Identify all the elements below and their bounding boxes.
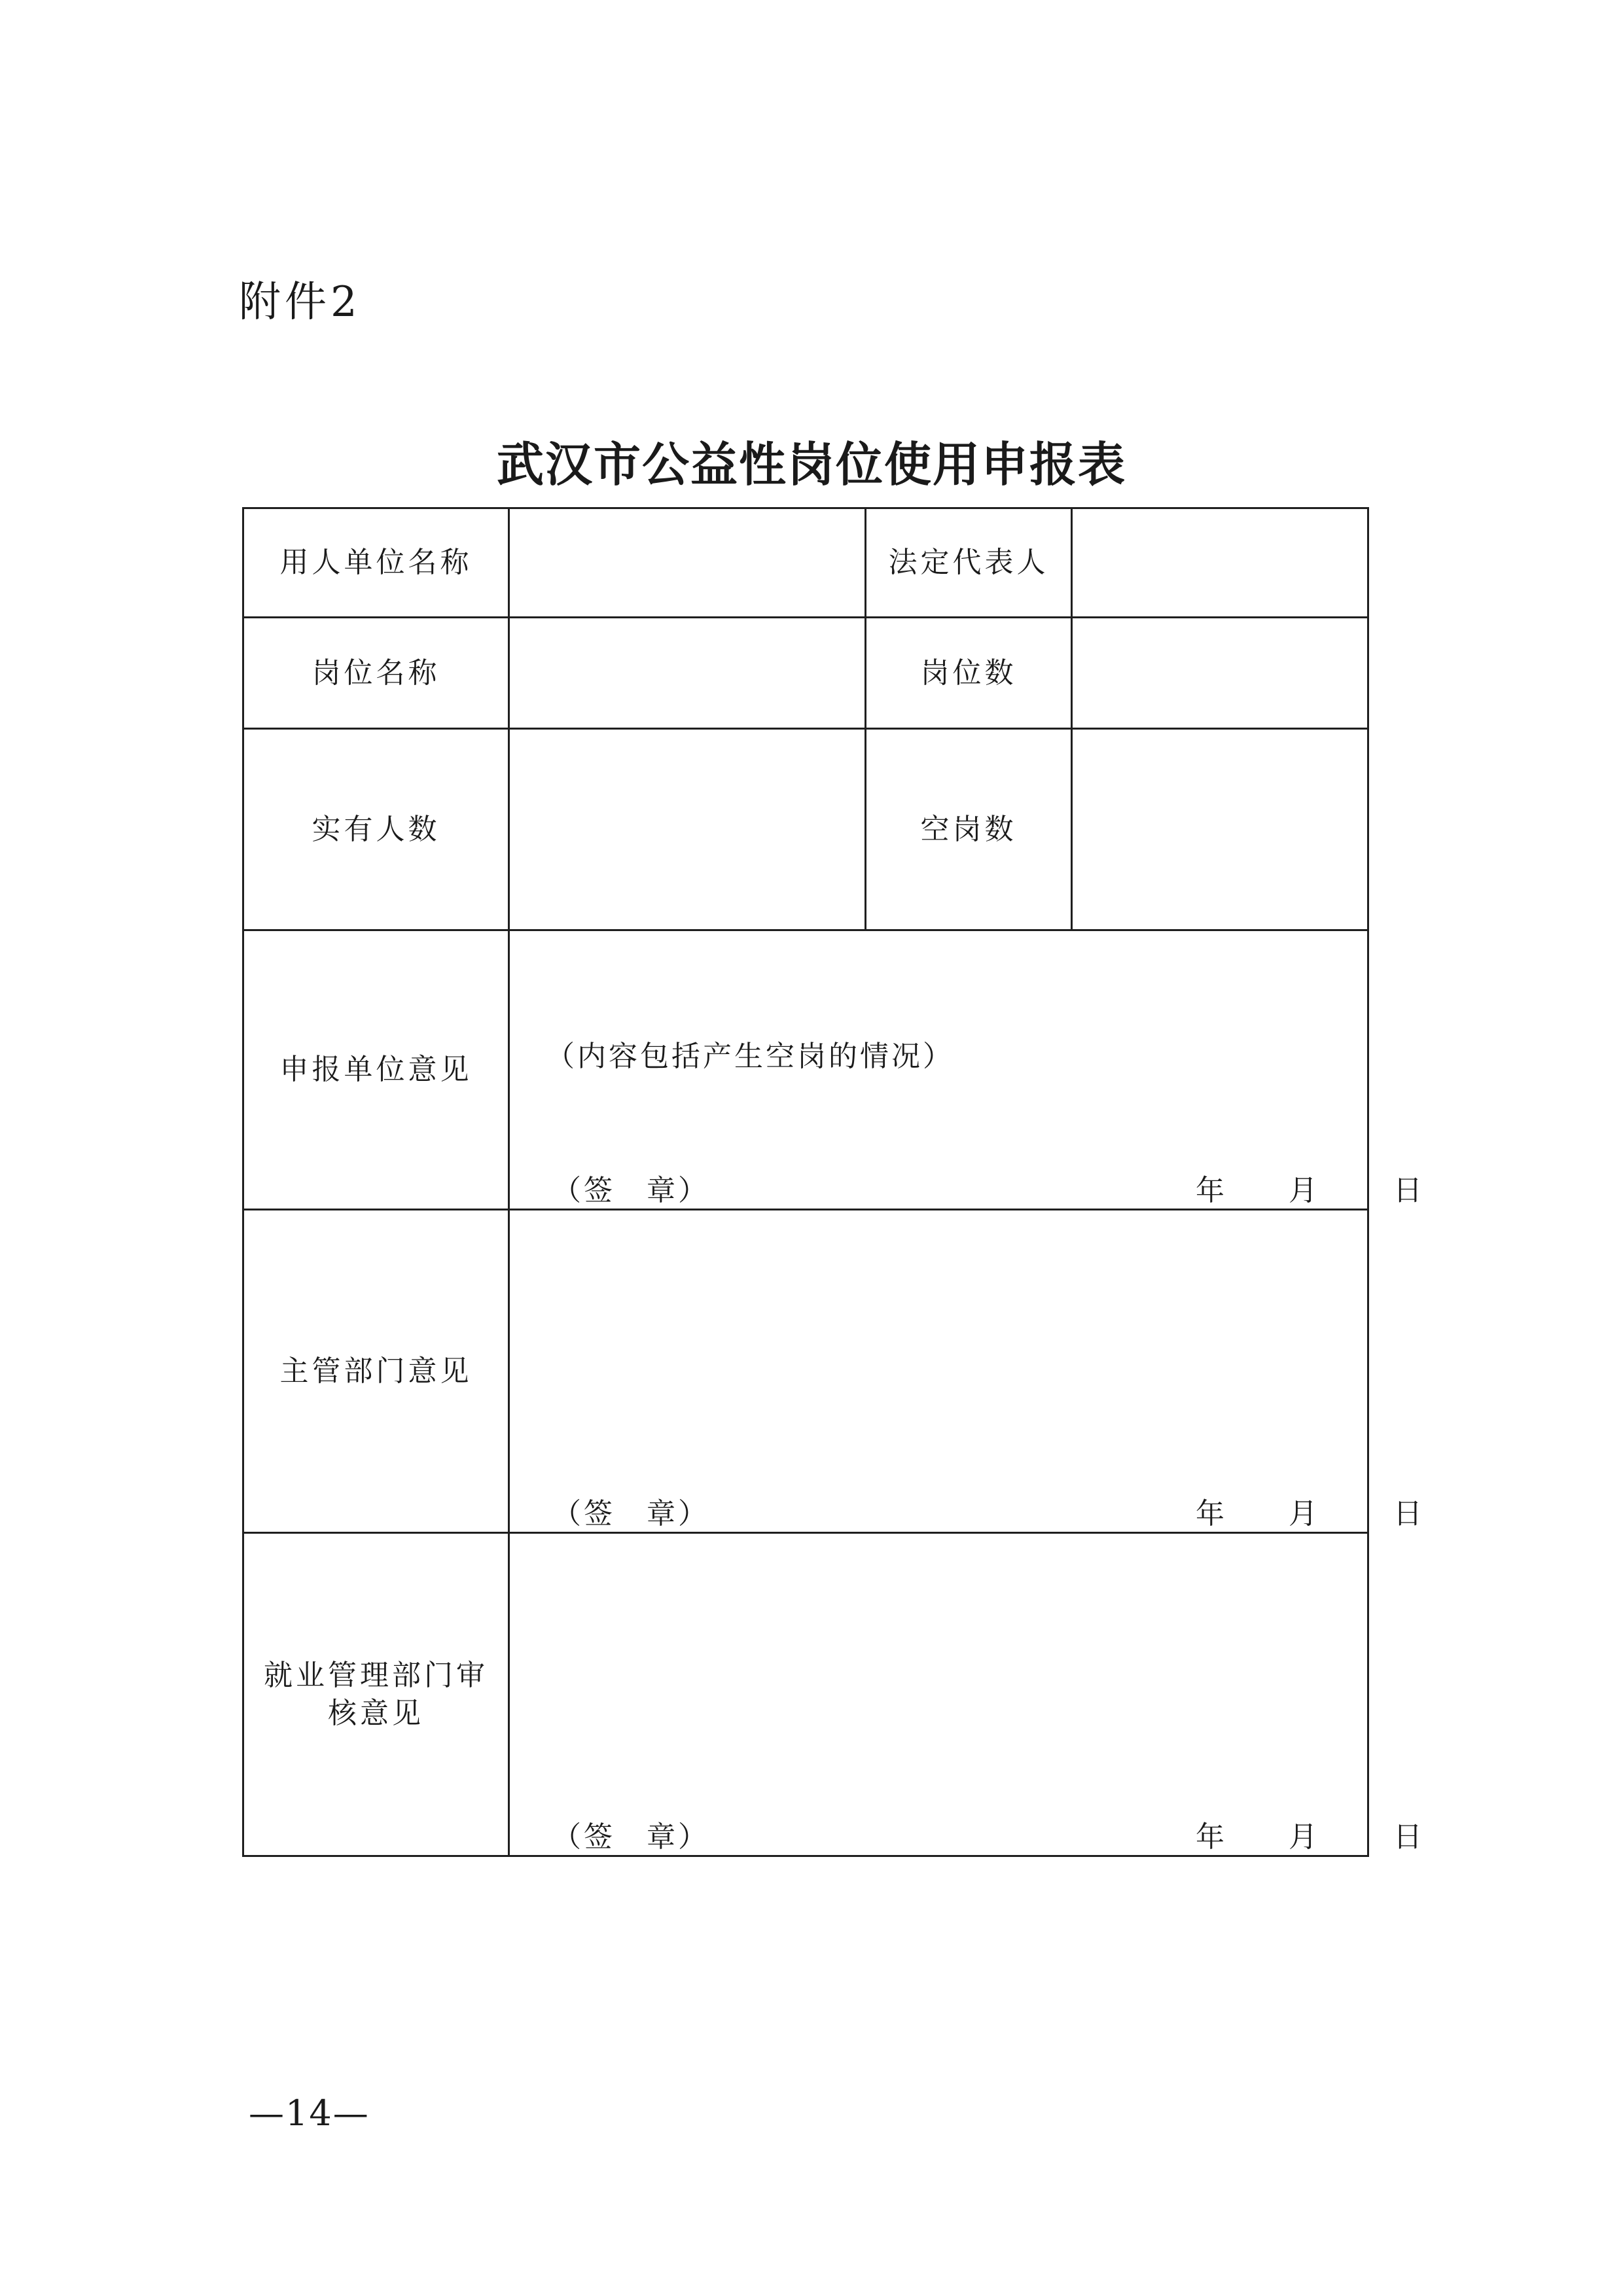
seal-label: （签 章） [552,1174,709,1207]
date-day-label: 日 [1393,1174,1422,1207]
actual-staff-label: 实有人数 [243,729,509,930]
date-year-label: 年 [1196,1174,1224,1207]
legal-rep-field[interactable] [1072,508,1368,618]
form-title: 武汉市公益性岗位使用申报表 [496,437,1126,492]
applicant-opinion-field[interactable] [509,930,1422,1210]
application-form-table [242,507,1422,1857]
vacant-posts-field[interactable] [1072,729,1368,930]
form-row-supervisor-opinion [243,1210,1368,1533]
date-month-label: 月 [1289,1820,1317,1854]
legal-rep-label: 法定代表人 [866,508,1072,618]
applicant-opinion-hint: （内容包括产生空岗的情况） [546,1040,954,1073]
seal-label: （签 章） [552,1497,709,1530]
post-count-label: 岗位数 [866,618,1072,729]
vacant-posts-label: 空岗数 [866,729,1072,930]
date-year-label: 年 [1196,1820,1224,1854]
actual-staff-field[interactable] [509,729,866,930]
seal-label: （签 章） [552,1820,709,1854]
supervisor-opinion-field[interactable] [509,1210,1422,1533]
attachment-label: 附件2 [239,278,361,327]
date-month-label: 月 [1289,1497,1317,1530]
employment-dept-field[interactable] [509,1533,1422,1856]
employer-name-field[interactable] [509,508,866,618]
post-count-field[interactable] [1072,618,1368,729]
date-month-label: 月 [1289,1174,1317,1207]
supervisor-opinion-label: 主管部门意见 [243,1210,509,1533]
post-name-label: 岗位名称 [243,618,509,729]
employment-dept-label-cell [243,1533,509,1856]
employment-dept-label: 就业管理部门审核意见 [264,1658,488,1730]
employer-name-label: 用人单位名称 [243,508,509,618]
applicant-opinion-label: 申报单位意见 [243,930,509,1210]
form-row-post [243,618,1368,729]
date-year-label: 年 [1196,1497,1224,1530]
date-day-label: 日 [1393,1497,1422,1530]
form-row-staff [243,729,1368,930]
date-day-label: 日 [1393,1820,1422,1854]
form-row-employer [243,508,1368,618]
page-number: —14— [249,2093,370,2134]
form-row-employment-dept [243,1533,1368,1856]
form-row-applicant-opinion [243,930,1368,1210]
post-name-field[interactable] [509,618,866,729]
